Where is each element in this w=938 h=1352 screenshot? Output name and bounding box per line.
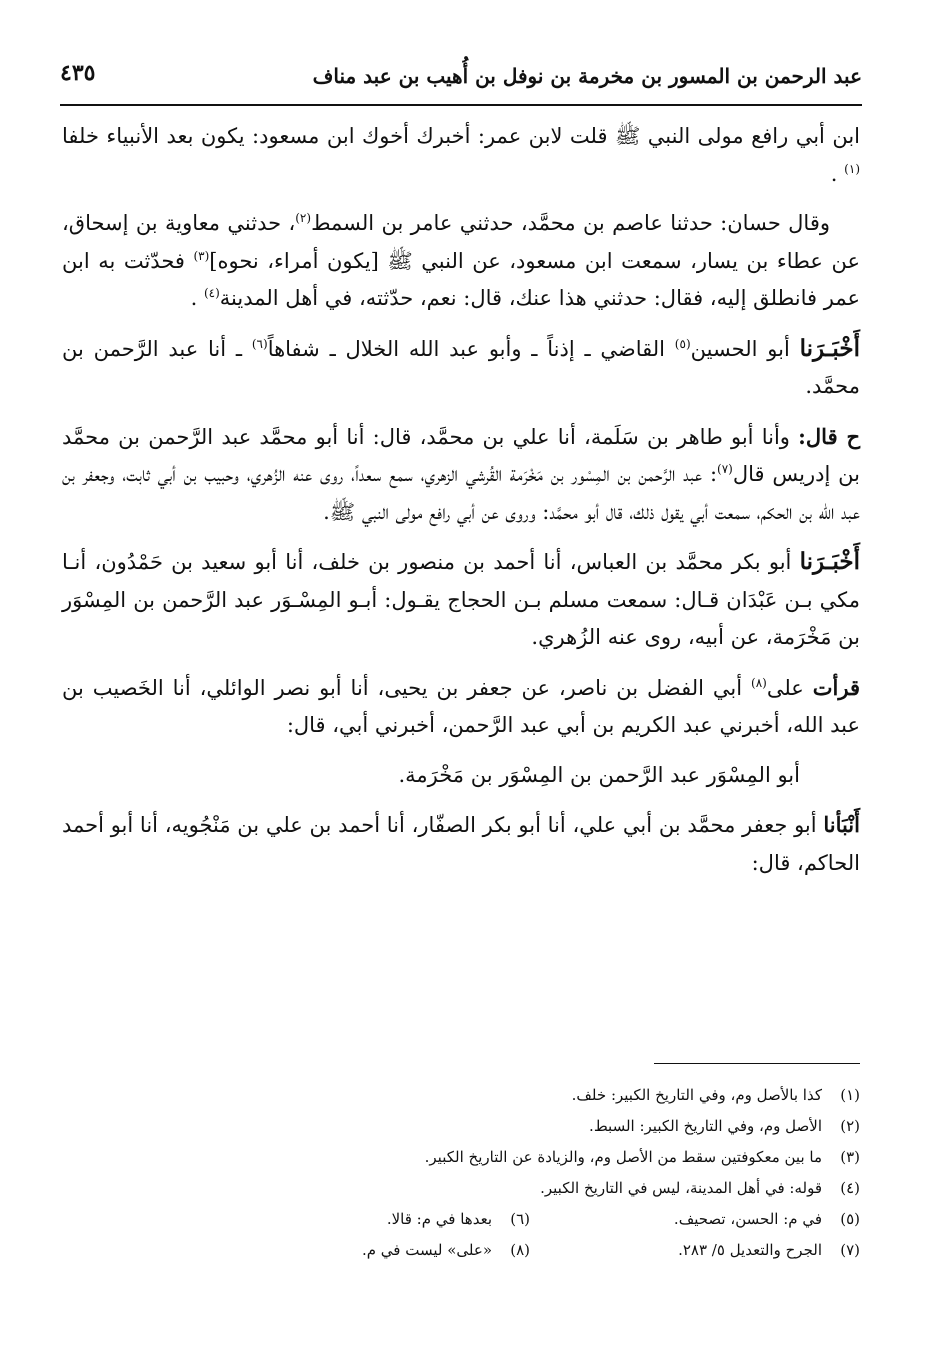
footnote-number: (٨) bbox=[510, 1241, 530, 1259]
footnote-text: كذا بالأصل وم، وفي التاريخ الكبير: خلف. bbox=[571, 1086, 822, 1104]
footnote bbox=[530, 1235, 860, 1266]
paragraph-3 bbox=[62, 330, 860, 406]
paragraph-text: فحدّثت به ابن عمر فانطلق إليه، فقال: حدثني هذا عنك، قال: نعم، حدّثته، في أهل المدينة bbox=[62, 248, 860, 310]
footnote-number: (٥) bbox=[840, 1210, 860, 1228]
paragraph-text: أبو الحسين bbox=[690, 336, 800, 361]
paragraph-text: القاضي ـ إذناً ـ وأبو عبد الله الخلال ـ شفاهاً bbox=[267, 336, 675, 361]
paragraph-text: . bbox=[830, 161, 838, 186]
footnote bbox=[200, 1204, 530, 1235]
paragraph-text: أبي الفضل بن ناصر، عن جعفر بن يحيى، أنا أبو نصر الوائلي، أنا الخَصيب بن عبد الله، أخبرني عبد الكريم بن أبي عبد الرَّحمن، أخبرني أبي، قال: bbox=[62, 675, 860, 737]
paragraph-text: : عبد الرَّحمن بن المِسْور بن مَخْرَمة القُرشي الزهري، سمع سعداً، روى عنه الزُهري، وحبيب بن أبي ثابت، وجعفر بن عبد الله بن الحكم، سمعت أبي يقول ذلك، قال أبو محمَّد: وروى عن أبي رافع مولى النبي ﷺ. bbox=[62, 462, 860, 524]
footnote-text: «على» ليست في م. bbox=[361, 1241, 492, 1259]
footnote bbox=[160, 1111, 860, 1142]
paragraph-text: على bbox=[766, 675, 813, 700]
footnote-number: (٢) bbox=[840, 1117, 860, 1135]
paragraph-4 bbox=[62, 418, 860, 532]
paragraph-2 bbox=[62, 205, 860, 318]
chain-keyword: أَنْبَأنا bbox=[823, 812, 860, 837]
footnote-ref: (٦) bbox=[251, 336, 268, 351]
footnote-text: الجرح والتعديل ٥/ ٢٨٣. bbox=[678, 1241, 822, 1259]
footnote-ref: (٤) bbox=[203, 286, 220, 300]
running-title: عبد الرحمن بن المسور بن مخرمة بن نوفل بن أُهيب بن عبد مناف bbox=[312, 64, 862, 88]
paragraph-6 bbox=[62, 669, 860, 745]
footnote-ref: (٨) bbox=[751, 675, 767, 690]
footnote bbox=[530, 1204, 860, 1235]
footnote-text: ما بين معكوفتين سقط من الأصل وم، والزيادة عن التاريخ الكبير. bbox=[424, 1148, 822, 1166]
footnote-number: (١) bbox=[840, 1086, 860, 1104]
footnote-row bbox=[160, 1204, 860, 1235]
footnote bbox=[160, 1173, 860, 1204]
footnote-text: في م: الحسن، تصحيف. bbox=[673, 1210, 822, 1228]
paragraph-text: ـ أنا عبد الرَّحمن بن محمَّد. bbox=[62, 336, 860, 398]
paragraph-text: وأنا أبو طاهر بن سَلَمة، أنا علي بن محمَّد، قال: أنا أبو محمَّد عبد الرَّحمن بن محمَّد بن إدريس قال bbox=[62, 424, 860, 486]
paragraph-text: وقال حسان: حدثنا عاصم بن محمَّد، حدثني عامر بن السمط bbox=[311, 211, 830, 235]
paragraph-text: أبو المِسْوَر عبد الرَّحمن بن المِسْوَر بن مَخْرَمة. bbox=[398, 762, 800, 787]
footnotes bbox=[160, 1080, 860, 1266]
running-header bbox=[60, 60, 862, 106]
paragraph-text: . bbox=[190, 286, 204, 310]
footnote-separator bbox=[654, 1063, 860, 1064]
paragraph-text: ابن أبي رافع مولى النبي ﷺ قلت لابن عمر: أخبرك أخوك ابن مسعود: يكون بعد الأنبياء خلفا bbox=[62, 124, 860, 148]
paragraph-text: أبو جعفر محمَّد بن أبي علي، أنا أبو بكر الصفّار، أنا أحمد بن علي بن مَنْجُويه، أنا أبو أحمد الحاكم، قال: bbox=[62, 813, 860, 875]
footnote bbox=[200, 1235, 530, 1266]
footnote-number: (٣) bbox=[840, 1148, 860, 1166]
footnote bbox=[160, 1142, 860, 1173]
footnote-number: (٦) bbox=[510, 1210, 530, 1228]
main-text bbox=[62, 118, 860, 894]
paragraph-5 bbox=[62, 543, 860, 657]
footnote-ref: (٥) bbox=[674, 336, 691, 351]
footnote-number: (٧) bbox=[840, 1241, 860, 1259]
footnote-text: بعدها في م: قالا. bbox=[386, 1210, 492, 1228]
chain-keyword: قرأت bbox=[812, 674, 860, 700]
paragraph-text: ، حدثني معاوية بن إسحاق، عن عطاء بن يسار، سمعت ابن مسعود، عن النبي ﷺ [يكون أمراء، نحوه] bbox=[62, 211, 860, 273]
footnote-ref: (١) bbox=[844, 161, 860, 176]
paragraph-text: أبو بكر محمَّد بن العباس، أنا أحمد بن منصور بن خلف، أنا أبو سعيد بن حَمْدُون، أنـا مكي بـن عَبْدَان قـال: سمعت مسلم بـن الحجاج يقـول: أبـو المِسْـوَر عبد الرَّحمن بن المِسْوَر بن مَخْرَمة، عن أبيه، روى عنه الزُهري. bbox=[62, 550, 860, 649]
footnote bbox=[160, 1080, 860, 1111]
paragraph-7 bbox=[62, 757, 860, 795]
paragraph-8 bbox=[62, 806, 860, 882]
footnote-text: قوله: في أهل المدينة، ليس في التاريخ الكبير. bbox=[540, 1179, 822, 1197]
chain-keyword: أَخْبَـرَنا bbox=[799, 548, 860, 575]
footnote-number: (٤) bbox=[840, 1179, 860, 1197]
footnote-ref: (٧) bbox=[717, 462, 733, 476]
chain-keyword: ح قال: bbox=[798, 423, 860, 449]
footnote-ref: (٣) bbox=[193, 248, 210, 263]
footnote-ref: (٢) bbox=[295, 211, 312, 225]
paragraph-1 bbox=[62, 118, 860, 193]
page-number: ٤٣٥ bbox=[60, 60, 96, 86]
chain-keyword: أَخْبَـرَنا bbox=[799, 334, 860, 362]
footnote-text: الأصل وم، وفي التاريخ الكبير: السبط. bbox=[589, 1117, 822, 1135]
footnote-row bbox=[160, 1235, 860, 1266]
